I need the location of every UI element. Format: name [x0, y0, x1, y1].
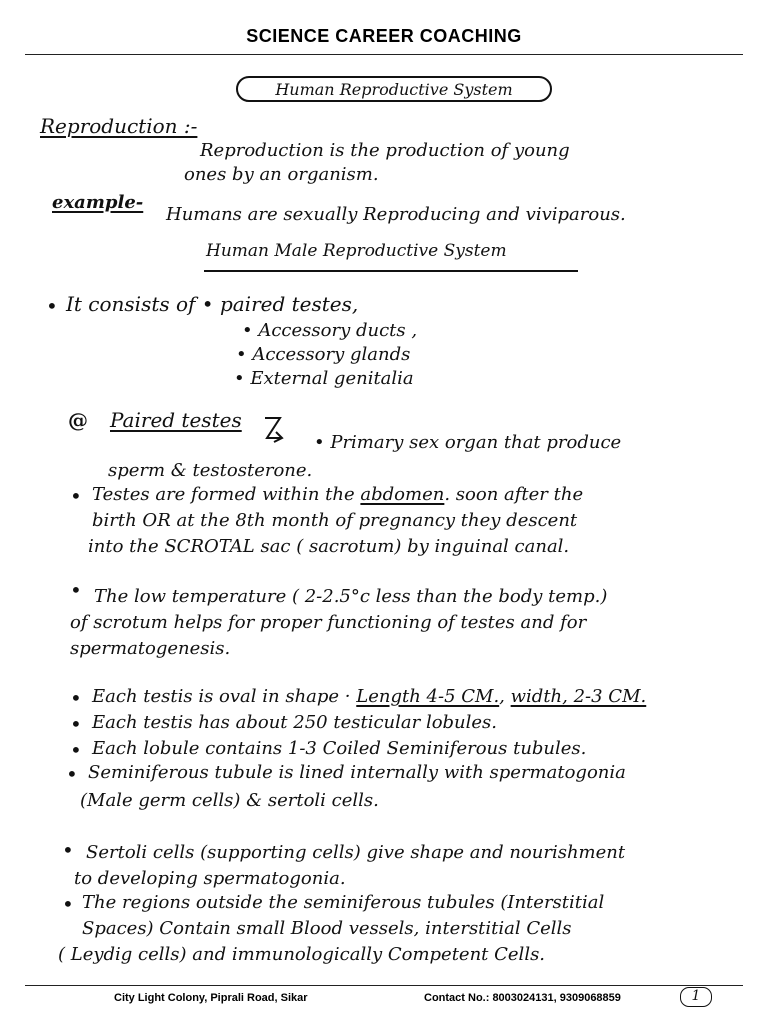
- temperature-line1: The low temperature ( 2-2.5°c less than the body temp.): [94, 586, 608, 607]
- consists-item-genitalia: • External genitalia: [234, 368, 414, 389]
- lobules-line: Each testis has about 250 testicular lobules.: [92, 712, 498, 733]
- male-heading-underline: [204, 270, 578, 272]
- bullet-dot: •: [62, 892, 74, 916]
- footer-address: City Light Colony, Piprali Road, Sikar: [114, 992, 308, 1004]
- bullet-dot: •: [62, 838, 74, 862]
- page-number: 1: [680, 987, 712, 1007]
- regions-line2: Spaces) Contain small Blood vessels, interstitial Cells: [82, 918, 572, 939]
- paired-testes-heading: Paired testes: [110, 408, 242, 432]
- section-label-a: @: [68, 408, 88, 432]
- footer-rule: [25, 985, 743, 986]
- bullet-dot: •: [70, 686, 82, 710]
- bullet-dot: •: [46, 294, 58, 318]
- formed-line2: birth OR at the 8th month of pregnancy they descent: [92, 510, 578, 531]
- bullet-dot: •: [70, 578, 82, 602]
- formed-line3: into the SCROTAL sac ( sacrotum) by inguinal canal.: [88, 536, 570, 557]
- reproduction-heading: Reproduction :-: [40, 114, 198, 138]
- bullet-dot: •: [70, 484, 82, 508]
- oval-shape-line: Each testis is oval in shape · Length 4-5 CM., width, 2-3 CM.: [92, 686, 647, 707]
- page-header-title: SCIENCE CAREER COACHING: [246, 26, 522, 46]
- primary-organ-line1: • Primary sex organ that produce: [314, 432, 622, 453]
- coiled-tubules-line: Each lobule contains 1-3 Coiled Seminiferous tubules.: [92, 738, 587, 759]
- footer-contact: Contact No.: 8003024131, 9309068859: [424, 992, 621, 1004]
- bullet-dot: •: [66, 762, 78, 786]
- lined-line1: Seminiferous tubule is lined internally with spermatogonia: [88, 762, 626, 783]
- consists-item-glands: • Accessory glands: [236, 344, 411, 365]
- reproduction-definition-line2: ones by an organism.: [184, 164, 379, 185]
- topic-title-box: [236, 76, 552, 102]
- sertoli-line1: Sertoli cells (supporting cells) give shape and nourishment: [86, 842, 626, 863]
- zigzag-arrow-icon: [262, 414, 286, 448]
- bullet-dot: •: [70, 712, 82, 736]
- male-system-heading: Human Male Reproductive System: [206, 241, 507, 261]
- reproduction-definition-line1: Reproduction is the production of young: [200, 140, 570, 161]
- bullet-dot: •: [70, 738, 82, 762]
- primary-organ-line2: sperm & testosterone.: [108, 460, 313, 481]
- header-rule: [25, 54, 743, 55]
- consists-item-ducts: • Accessory ducts ,: [242, 320, 418, 341]
- sertoli-line2: to developing spermatogonia.: [74, 868, 346, 889]
- consists-lead: It consists of • paired testes,: [66, 292, 359, 316]
- temperature-line3: spermatogenesis.: [70, 638, 231, 659]
- topic-title: Human Reproductive System: [275, 80, 513, 99]
- formed-line1: Testes are formed within the abdomen. soon after the: [92, 484, 584, 505]
- example-label: example-: [52, 192, 144, 213]
- temperature-line2: of scrotum helps for proper functioning of testes and for: [70, 612, 587, 633]
- example-text: Humans are sexually Reproducing and viviparous.: [166, 204, 626, 225]
- lined-line2: (Male germ cells) & sertoli cells.: [80, 790, 379, 811]
- regions-line3: ( Leydig cells) and immunologically Competent Cells.: [58, 944, 546, 965]
- regions-line1: The regions outside the seminiferous tubules (Interstitial: [82, 892, 605, 913]
